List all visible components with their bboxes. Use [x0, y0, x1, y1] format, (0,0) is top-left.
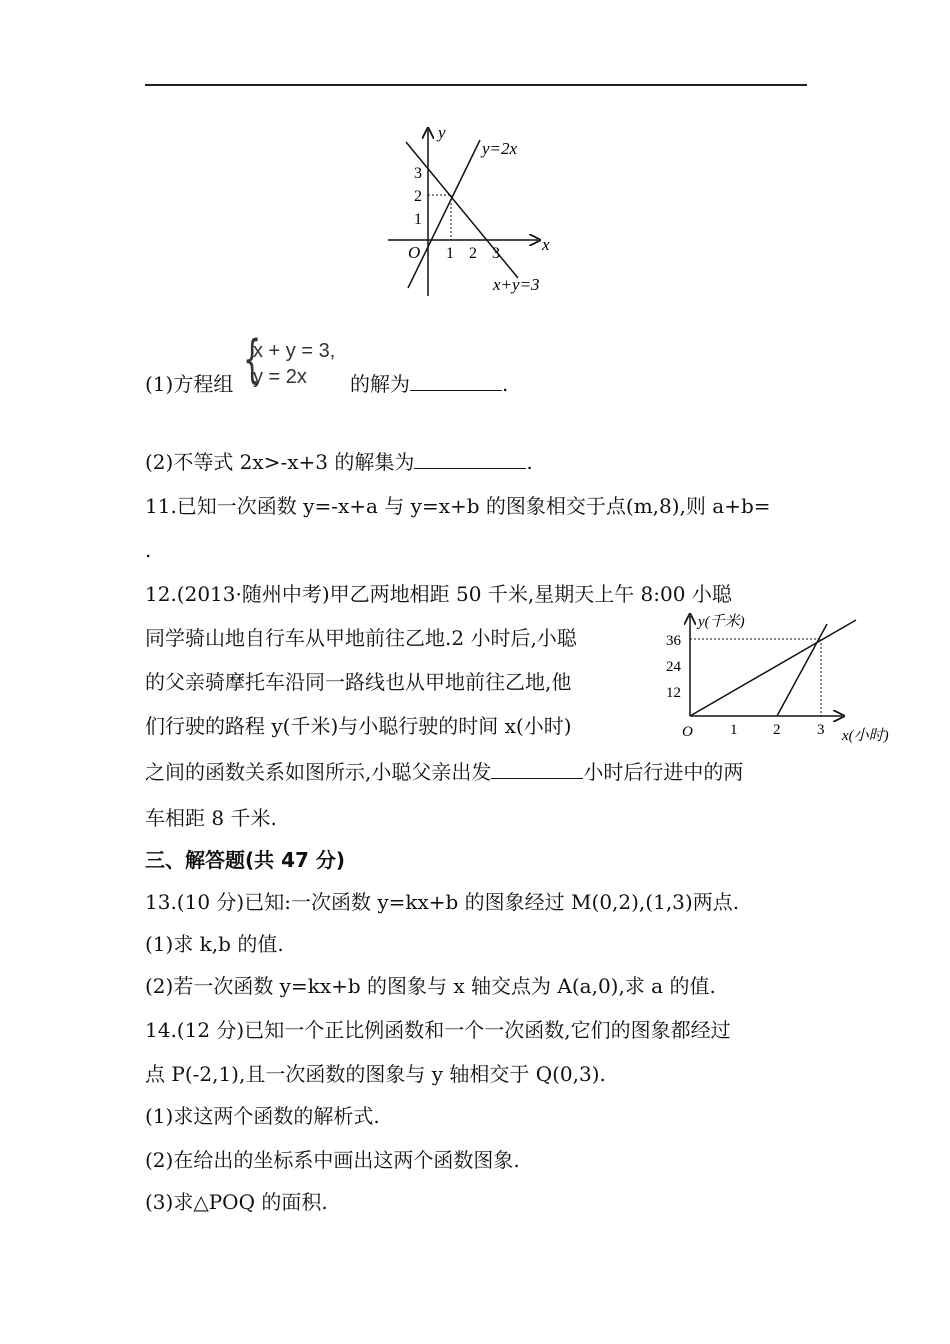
x-axis-label: x — [542, 235, 550, 254]
q13-line1: 13.(10 分)已知:一次函数 y=kx+b 的图象经过 M(0,2),(1,3)两点. — [145, 890, 740, 914]
q11-line1: 11.已知一次函数 y=-x+a 与 y=x+b 的图象相交于点(m,8),则 a+b= — [145, 494, 771, 518]
q12-line2: 同学骑山地自行车从甲地前往乙地.2 小时后,小聪 — [145, 626, 577, 650]
section-title: 三、解答题(共 47 分) — [145, 848, 346, 872]
q10-part2-text: (2)不等式 2x>-x+3 的解集为 — [145, 450, 415, 474]
q12-line5-b: 小时后行进中的两 — [583, 760, 744, 784]
x-tick-2: 2 — [469, 245, 477, 262]
y-axis-label: y(千米) — [698, 614, 745, 630]
equation-1: x + y = 3, — [253, 340, 336, 362]
x-tick-3: 3 — [817, 722, 825, 738]
q12-line4: 们行驶的路程 y(千米)与小聪行驶的时间 x(小时) — [145, 714, 572, 738]
y-tick-2: 2 — [414, 188, 422, 205]
q14-line5: (3)求△POQ 的面积. — [145, 1190, 328, 1214]
line1-label: y=2x — [482, 139, 518, 158]
figure-distance-time-graph — [660, 608, 910, 748]
y-tick-3: 3 — [414, 165, 422, 182]
figure-two-lines-graph — [380, 120, 580, 302]
q10-part2 — [145, 450, 533, 474]
q12-line3: 的父亲骑摩托车沿同一路线也从甲地前往乙地,他 — [145, 670, 572, 694]
x-tick-1: 1 — [446, 245, 454, 262]
q14-line3: (1)求这两个函数的解析式. — [145, 1104, 380, 1128]
q13-line2: (1)求 k,b 的值. — [145, 932, 284, 956]
q14-line1: 14.(12 分)已知一个正比例函数和一个一次函数,它们的图象都经过 — [145, 1018, 731, 1042]
q10-part1-prefix: (1)方程组 — [145, 372, 234, 396]
q12-line6: 车相距 8 千米. — [145, 806, 277, 830]
x-axis-label: x(小时) — [842, 728, 889, 744]
q14-line2: 点 P(-2,1),且一次函数的图象与 y 轴相交于 Q(0,3). — [145, 1062, 606, 1086]
top-rule — [145, 84, 807, 86]
answer-blank[interactable] — [491, 760, 583, 779]
y-tick-12: 12 — [666, 685, 681, 701]
q10-part1-suffix — [350, 372, 508, 396]
y-axis-label: y — [438, 123, 446, 142]
q14-line4: (2)在给出的坐标系中画出这两个函数图象. — [145, 1148, 520, 1172]
left-brace: { — [243, 330, 262, 390]
y-tick-24: 24 — [666, 659, 681, 675]
x-tick-1: 1 — [730, 722, 738, 738]
x-tick-3: 3 — [492, 245, 500, 262]
answer-blank[interactable] — [410, 372, 502, 391]
x-tick-2: 2 — [773, 722, 781, 738]
origin-label: O — [682, 724, 693, 740]
q10-part2-end: . — [526, 450, 533, 474]
q13-line3: (2)若一次函数 y=kx+b 的图象与 x 轴交点为 A(a,0),求 a 的值. — [145, 974, 716, 998]
q11-line2: . — [145, 538, 152, 562]
y-tick-1: 1 — [414, 211, 422, 228]
origin-label: O — [408, 243, 421, 262]
q12-line5 — [145, 760, 743, 784]
line-xiaocong — [690, 620, 856, 716]
q12-line1: 12.(2013·随州中考)甲乙两地相距 50 千米,星期天上午 8:00 小聪 — [145, 582, 732, 606]
y-tick-36: 36 — [666, 633, 681, 649]
answer-blank[interactable] — [414, 450, 526, 469]
equation-2: y = 2x — [253, 366, 307, 388]
q12-line5-a: 之间的函数关系如图所示,小聪父亲出发 — [145, 760, 492, 784]
line-father — [777, 624, 827, 716]
q10-part1-end: . — [502, 372, 509, 396]
line2-label: x+y=3 — [493, 275, 540, 294]
q10-part1-suffix-text: 的解为 — [350, 372, 410, 396]
